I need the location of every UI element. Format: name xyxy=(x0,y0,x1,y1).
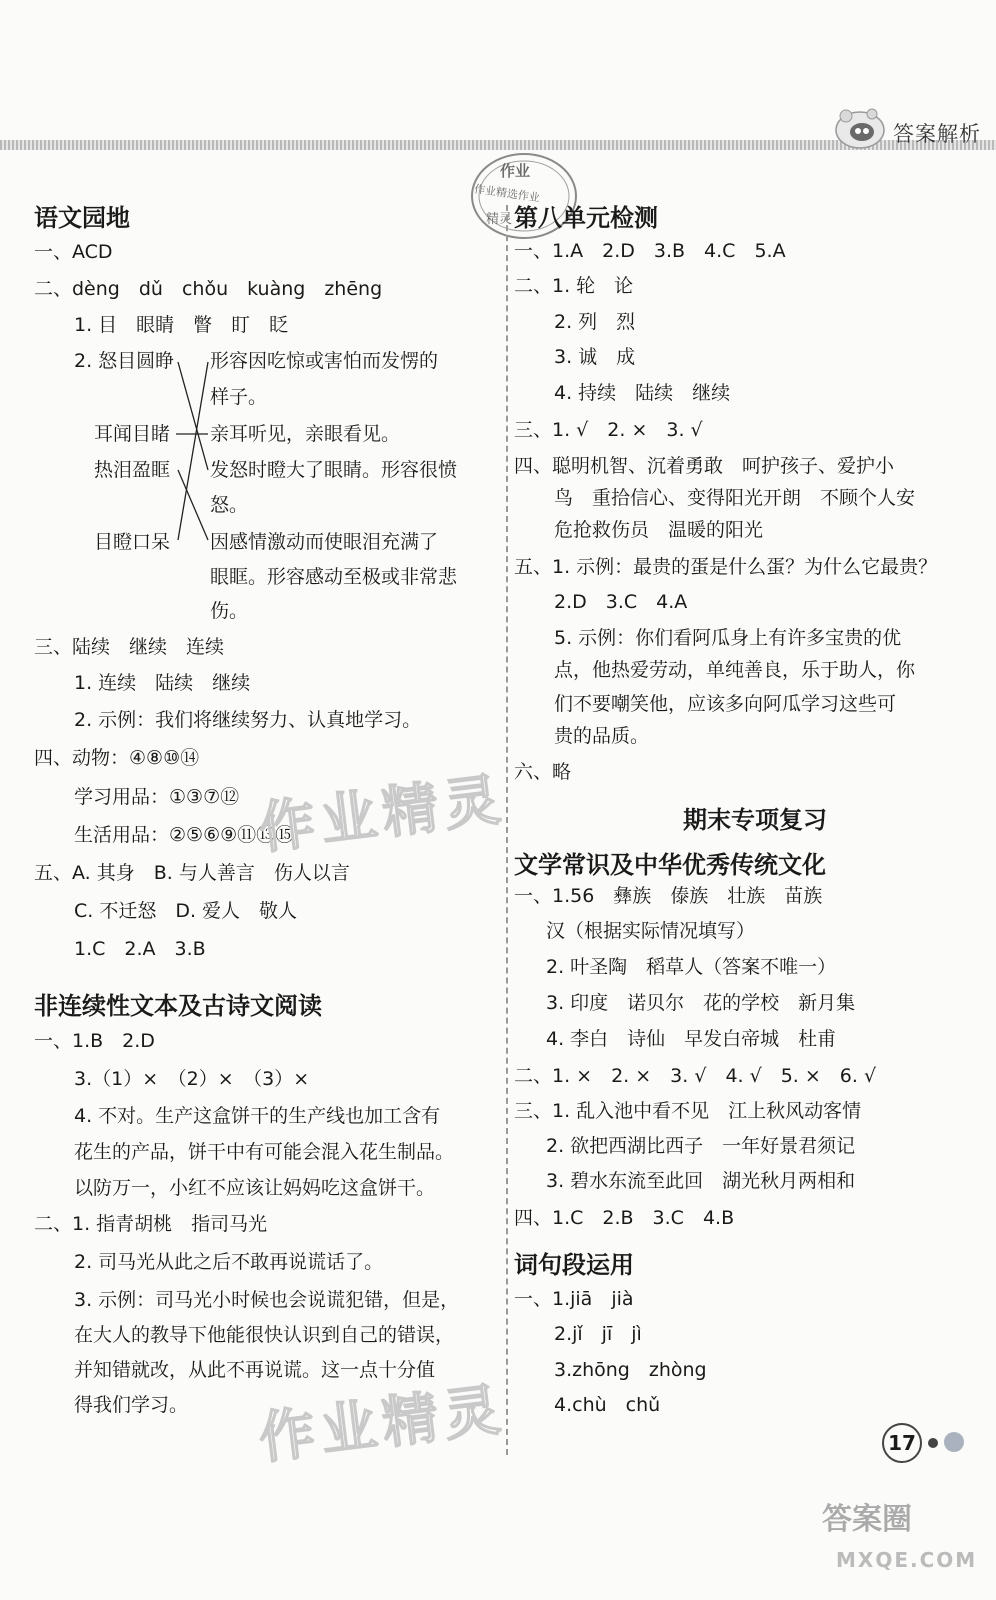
answer-line: 点，他热爱劳动，单纯善良，乐于助人，你 xyxy=(554,659,916,681)
answer-line: 5. 示例：你们看阿瓜身上有许多宝贵的优 xyxy=(554,627,902,649)
answer-line: 二、1. 指青胡桃 指司马光 xyxy=(34,1213,268,1235)
section-title-review: 期末专项复习 xyxy=(683,805,827,834)
watermark: 作业精灵 xyxy=(255,766,510,862)
answer-line: 三、陆续 继续 连续 xyxy=(34,636,225,658)
answer-line: 3.zhōng zhòng xyxy=(554,1359,707,1381)
meaning-line: 眼眶。形容感动至极或非常悲 xyxy=(210,566,458,588)
meaning-line: 因感情激动而使眼泪充满了 xyxy=(210,531,439,553)
answer-line: C. 不迁怒 D. 爱人 敬人 xyxy=(74,900,298,922)
meaning-line: 样子。 xyxy=(210,386,268,408)
idiom-4: 目瞪口呆 xyxy=(94,531,171,553)
answer-line: 二、1. × 2. × 3. √ 4. √ 5. × 6. √ xyxy=(514,1065,877,1087)
footer-dot-small xyxy=(928,1438,938,1448)
answer-line: 五、A. 其身 B. 与人善言 伤人以言 xyxy=(34,862,350,884)
answer-line: 一、1.B 2.D xyxy=(34,1030,155,1052)
answer-line: 三、1. 乱入池中看不见 江上秋风动客情 xyxy=(514,1100,862,1122)
header-title: 答案解析 xyxy=(893,122,981,146)
answer-line: 1. 目 眼睛 瞥 盯 眨 xyxy=(74,314,289,336)
answer-line: 3. 诚 成 xyxy=(554,346,636,368)
answer-line: 六、略 xyxy=(514,761,572,783)
stamp-text-2: 作业精选作业 xyxy=(473,182,541,205)
idiom-2: 耳闻目睹 xyxy=(94,423,171,445)
answer-line: 2. 示例：我们将继续努力、认真地学习。 xyxy=(74,709,422,731)
answer-line: 4. 李白 诗仙 早发白帝城 杜甫 xyxy=(546,1028,837,1050)
answer-line: 2.D 3.C 4.A xyxy=(554,591,688,613)
answer-line: 花生的产品，饼干中有可能会混入花生制品。 xyxy=(74,1141,455,1163)
answer-line: 2. 欲把西湖比西子 一年好景君须记 xyxy=(546,1135,856,1157)
answer-line: 2. 列 烈 xyxy=(554,311,636,333)
meaning-line: 形容因吃惊或害怕而发愣的 xyxy=(210,350,439,372)
stamp-text-1: 作业 xyxy=(500,162,531,180)
answer-line: 汉（根据实际情况填写） xyxy=(546,920,756,942)
answer-line: 们不要嘲笑他，应该多向阿瓜学习这些可 xyxy=(554,693,897,715)
answer-line: 4. 不对。生产这盒饼干的生产线也加工含有 xyxy=(74,1105,441,1127)
answer-line: 一、1.A 2.D 3.B 4.C 5.A xyxy=(514,240,786,262)
corner-logo: 答案圈 xyxy=(822,1502,912,1537)
footer-dot-large xyxy=(944,1432,964,1452)
answer-line: 一、ACD xyxy=(34,241,113,263)
answer-line: 得我们学习。 xyxy=(74,1394,189,1416)
section-title-reading: 非连续性文本及古诗文阅读 xyxy=(34,991,322,1020)
answer-line: 危抢救伤员 温暖的阳光 xyxy=(554,519,764,541)
meaning-line: 伤。 xyxy=(210,600,249,622)
meaning-line: 亲耳听见，亲眼看见。 xyxy=(210,423,401,445)
section-title-yuwen: 语文园地 xyxy=(34,203,130,232)
matching-lines xyxy=(170,350,210,550)
answer-line: 以防万一，小红不应该让妈妈吃这盒饼干。 xyxy=(74,1177,436,1199)
answer-line: 二、1. 轮 论 xyxy=(514,275,634,297)
answer-line: 1. 连续 陆续 继续 xyxy=(74,672,251,694)
answer-line: 一、1.56 彝族 傣族 壮族 苗族 xyxy=(514,885,823,907)
stamp-text-3: 精灵 xyxy=(486,212,513,227)
answer-line: 生活用品：②⑤⑥⑨⑪⑬⑮ xyxy=(74,824,295,846)
answer-line: 鸟 重拾信心、变得阳光开朗 不顾个人安 xyxy=(554,487,916,509)
answer-line: 2.jǐ jī jì xyxy=(554,1323,642,1345)
idiom-1: 2. 怒目圆睁 xyxy=(74,350,175,372)
answer-line: 四、动物：④⑧⑩⑭ xyxy=(34,747,200,769)
answer-line: 四、1.C 2.B 3.C 4.B xyxy=(514,1207,735,1229)
section-title-unit8: 第八单元检测 xyxy=(514,203,658,232)
mascot-icon xyxy=(832,104,888,150)
watermark: 作业精灵 xyxy=(255,1376,510,1472)
answer-line: 3. 印度 诺贝尔 花的学校 新月集 xyxy=(546,992,856,1014)
answer-line: 学习用品：①③⑦⑫ xyxy=(74,786,240,808)
answer-line: 一、1.jiā jià xyxy=(514,1288,634,1310)
answer-line: 2. 叶圣陶 稻草人（答案不唯一） xyxy=(546,956,837,978)
answer-line: 4. 持续 陆续 继续 xyxy=(554,382,731,404)
meaning-line: 怒。 xyxy=(210,494,249,516)
answer-line: 在大人的教导下他能很快认识到自己的错误， xyxy=(74,1324,455,1346)
answer-line: 五、1. 示例：最贵的蛋是什么蛋？为什么它最贵？ xyxy=(514,556,938,578)
corner-url: MXQE.COM xyxy=(836,1548,978,1572)
answer-line: 4.chù chǔ xyxy=(554,1394,661,1416)
answer-line: 3. 碧水东流至此回 湖光秋月两相和 xyxy=(546,1170,856,1192)
answer-line: 四、聪明机智、沉着勇敢 呵护孩子、爱护小 xyxy=(514,455,895,477)
answer-line: 3. 示例：司马光小时候也会说谎犯错，但是， xyxy=(74,1289,460,1311)
idiom-3: 热泪盈眶 xyxy=(94,459,171,481)
meaning-line: 发怒时瞪大了眼睛。形容很愤 xyxy=(210,459,458,481)
answer-line: 2. 司马光从此之后不敢再说谎话了。 xyxy=(74,1251,384,1273)
answer-line: 1.C 2.A 3.B xyxy=(74,938,206,960)
answer-line: 三、1. √ 2. × 3. √ xyxy=(514,419,703,441)
page-number: 17 xyxy=(882,1423,922,1463)
section-title-literature: 文学常识及中华优秀传统文化 xyxy=(514,850,826,879)
section-title-words: 词句段运用 xyxy=(514,1250,634,1279)
answer-line: 并知错就改，从此不再说谎。这一点十分值 xyxy=(74,1359,436,1381)
answer-line: 二、dèng dǔ chǒu kuàng zhēng xyxy=(34,278,383,300)
answer-line: 3.（1）× （2）× （3）× xyxy=(74,1068,310,1090)
answer-line: 贵的品质。 xyxy=(554,725,650,747)
